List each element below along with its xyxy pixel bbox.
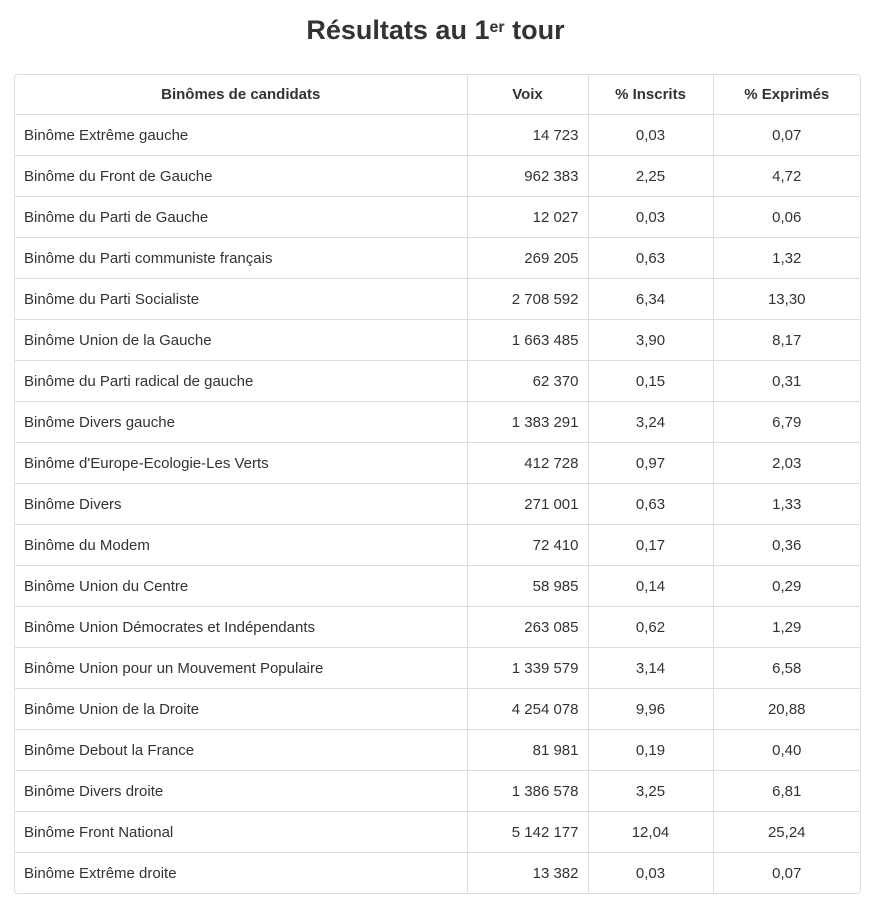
cell-voix: 62 370 [467,361,588,402]
table-row [15,443,860,484]
table-row [15,156,860,197]
cell-exprimes: 20,88 [713,689,860,730]
cell-inscrits: 3,25 [588,771,713,812]
cell-exprimes: 13,30 [713,279,860,320]
cell-candidate-name: Binôme Union pour un Mouvement Populaire [15,648,467,689]
header-voix: Voix [467,75,588,115]
cell-exprimes: 1,32 [713,238,860,279]
table-row [15,279,860,320]
cell-candidate-name: Binôme Union du Centre [15,566,467,607]
cell-inscrits: 0,62 [588,607,713,648]
cell-voix: 81 981 [467,730,588,771]
cell-exprimes: 6,79 [713,402,860,443]
cell-candidate-name: Binôme Divers [15,484,467,525]
cell-inscrits: 0,19 [588,730,713,771]
cell-voix: 4 254 078 [467,689,588,730]
cell-inscrits: 3,14 [588,648,713,689]
table-row [15,525,860,566]
table-row [15,320,860,361]
cell-voix: 14 723 [467,115,588,156]
cell-exprimes: 2,03 [713,443,860,484]
cell-candidate-name: Binôme d'Europe-Ecologie-Les Verts [15,443,467,484]
table-header [15,75,860,115]
page-title-text: Résultats au 1 [306,15,490,45]
table-row [15,853,860,894]
table-row [15,812,860,853]
table-row [15,771,860,812]
cell-voix: 412 728 [467,443,588,484]
cell-voix: 263 085 [467,607,588,648]
cell-voix: 12 027 [467,197,588,238]
header-inscrits: % Inscrits [588,75,713,115]
cell-exprimes: 1,29 [713,607,860,648]
cell-inscrits: 3,24 [588,402,713,443]
cell-voix: 13 382 [467,853,588,894]
cell-inscrits: 6,34 [588,279,713,320]
results-table [15,75,860,893]
cell-exprimes: 0,29 [713,566,860,607]
cell-candidate-name: Binôme Front National [15,812,467,853]
cell-inscrits: 9,96 [588,689,713,730]
table-row [15,648,860,689]
cell-exprimes: 4,72 [713,156,860,197]
cell-voix: 2 708 592 [467,279,588,320]
cell-voix: 269 205 [467,238,588,279]
page-title-end: tour [504,15,565,45]
cell-exprimes: 6,81 [713,771,860,812]
table-row [15,197,860,238]
cell-candidate-name: Binôme du Parti radical de gauche [15,361,467,402]
cell-inscrits: 0,03 [588,197,713,238]
table-row [15,566,860,607]
cell-candidate-name: Binôme du Parti communiste français [15,238,467,279]
cell-voix: 1 663 485 [467,320,588,361]
cell-candidate-name: Binôme du Modem [15,525,467,566]
table-body [15,115,860,894]
cell-exprimes: 0,07 [713,115,860,156]
cell-inscrits: 0,63 [588,238,713,279]
cell-candidate-name: Binôme Union Démocrates et Indépendants [15,607,467,648]
cell-candidate-name: Binôme du Front de Gauche [15,156,467,197]
cell-inscrits: 0,63 [588,484,713,525]
results-table-container [14,74,861,894]
table-row [15,607,860,648]
cell-inscrits: 3,90 [588,320,713,361]
cell-voix: 1 383 291 [467,402,588,443]
cell-exprimes: 1,33 [713,484,860,525]
cell-inscrits: 0,97 [588,443,713,484]
cell-inscrits: 0,15 [588,361,713,402]
cell-inscrits: 12,04 [588,812,713,853]
cell-exprimes: 0,06 [713,197,860,238]
cell-voix: 1 386 578 [467,771,588,812]
table-row [15,238,860,279]
table-row [15,361,860,402]
header-exprimes: % Exprimés [713,75,860,115]
cell-exprimes: 0,36 [713,525,860,566]
cell-exprimes: 0,31 [713,361,860,402]
cell-voix: 72 410 [467,525,588,566]
cell-candidate-name: Binôme Divers droite [15,771,467,812]
cell-voix: 58 985 [467,566,588,607]
cell-exprimes: 6,58 [713,648,860,689]
cell-voix: 962 383 [467,156,588,197]
page-title [0,12,871,48]
cell-exprimes: 0,40 [713,730,860,771]
cell-candidate-name: Binôme Union de la Gauche [15,320,467,361]
table-row [15,402,860,443]
page-title-superscript: er [489,19,505,36]
table-row [15,689,860,730]
cell-voix: 271 001 [467,484,588,525]
cell-candidate-name: Binôme Debout la France [15,730,467,771]
cell-voix: 5 142 177 [467,812,588,853]
cell-candidate-name: Binôme Union de la Droite [15,689,467,730]
table-row [15,484,860,525]
cell-candidate-name: Binôme Extrême droite [15,853,467,894]
cell-inscrits: 0,03 [588,115,713,156]
cell-candidate-name: Binôme Divers gauche [15,402,467,443]
cell-candidate-name: Binôme du Parti de Gauche [15,197,467,238]
cell-exprimes: 0,07 [713,853,860,894]
cell-exprimes: 8,17 [713,320,860,361]
cell-candidate-name: Binôme Extrême gauche [24,126,189,144]
cell-inscrits: 0,14 [588,566,713,607]
cell-inscrits: 0,17 [588,525,713,566]
header-candidates: Binômes de candidats [15,75,467,115]
table-row [15,115,860,156]
table-row [15,730,860,771]
cell-candidate-name: Binôme du Parti Socialiste [15,279,467,320]
header-row [15,75,860,115]
cell-inscrits: 2,25 [588,156,713,197]
cell-inscrits: 0,03 [588,853,713,894]
cell-exprimes: 25,24 [713,812,860,853]
cell-voix: 1 339 579 [467,648,588,689]
